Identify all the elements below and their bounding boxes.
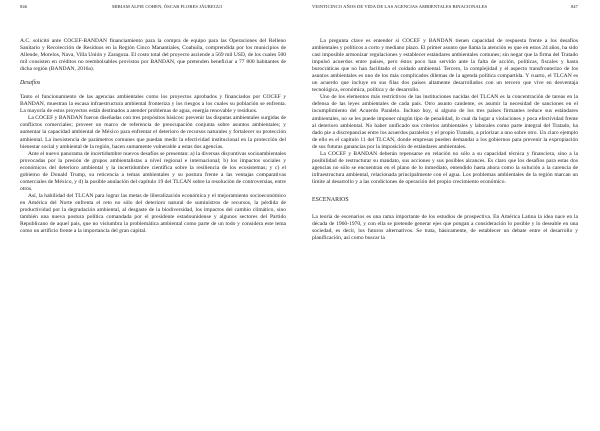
- paragraph: Uno de los elementos más restrictivos de las instituciones nacidas del TLCAN es la concentración de tareas en la defensa de las leyes ambientales de cada país. Otro asunto candente, es asumir la necesidad de sanciones en el incumplimiento del Acuerdo Paralelo. Incluso hoy, si alguno de los tres países firmantes reduce sus estándares ambientales, no se les puede imponer ningún tipo de penalidad, lo cual da lugar a violaciones y poca efectividad frente al deterioro ambiental. No haber unificado sus criterios ambientales y laborales como parte integral del Tratado, ha dado pie a discrepancias entre los acuerdos paralelos y el propio Tratado, a priorizar a uno sobre otro. Un claro ejemplo de ello es el capítulo 11 del TLCAN, donde empresas pueden demandar a los gobiernos para prevenir la expropiación de sus futuras ganancias por la imposición de estándares ambientales.: [312, 94, 578, 150]
- paragraph: La COCEF y BANDAN fueron diseñadas con tres propósitos básicos: prevenir las disputas ambientales surgidas de conflictos comerciales; proveer un marco de referencia de preocupación conjunta sobre asuntos ambientales; y aumentar la capacidad ambiental de México para enfrentar el deterioro de recursos naturales y fortalecer su protección ambiental. La inexistencia de parámetros comunes que puedan medir la efectividad institucional en la protección del bienestar social y ambiental de la región, hacen sumamente vulnerable a estas dos agencias.: [20, 115, 286, 150]
- paragraph: La pregunta clave es entender si COCEF y BANDAN tienen capacidad de respuesta frente a los desafíos ambientales y políticos a corto y mediano plazo. El primer asunto que llama la atención es que en estos 24 años, ha sido casi imposible armonizar regulaciones y establecer estándares ambientales comunes; sin negar que la firma del Tratado impulsó acuerdos entre países, pero éstos poco han servido ante la falta de acción, políticas, fiscales y hasta burocráticas que no han facilitado el cuidado ambiental. Tercero, la complejidad y el aspecto transfronterizo de los asuntos ambientales es uno de los más complicados dilemas de la agenda política compartida. Y cuarto, el TLCAN es un acuerdo que incluye en sus filas dos países altamente desarrollados con un tercero que vive en desventaja tecnológica, económica, política y de desarrollo.: [312, 38, 578, 94]
- section-heading-escenarios: ESCENARIOS: [312, 196, 349, 203]
- right-page: [312, 0, 578, 431]
- paragraph: Ante el nuevo panorama de incertidumbre nuevos desafíos se presentan: a) la diversas disyuntivas socioambientales provocadas por la presión de grupos ambientalistas a nivel regional e internacional; b) los impactos sociales y económicos del deterioro ambiental y la incertidumbre científica sobre la resiliencia de los ecosistemas; y c) el gobierno de Donald Trump, su reticencia a temas ambientales y su postura frente a las ventajas comparativas comerciales de México, y d) la posible anulación del capítulo 19 del TLCAN sobre la resolución de controversias, entre otros.: [20, 150, 286, 192]
- right-page-body: [312, 38, 578, 242]
- running-head-title-right: VEINTICINCO AÑOS DE VIDA DE LAS AGENCIAS AMBIENTALES BINACIONALES: [312, 4, 488, 9]
- paragraph: La teoría de escenarios es una rama importante de los estudios de prospectiva. En América Latina la idea nace en la década de 1960-1970, y con ella se pretende generar ejes que pongan a consideración lo posible y lo deseable en una sociedad, es decir, los futuros alternativos. Se trata, básicamente, de establecer un debate entre el desarrollo y planificación, así como buscar la: [312, 213, 578, 242]
- paragraph: A.C. solicitó ante COCEF-BANDAN financiamiento para la compra de equipo para las Operaciones del Relleno Sanitario y Recolección de Residuos en la Región Cinco Manantiales, Coahuila, comprendida por los municipios de Allende, Morelos, Nava, Villa Unión y Zaragoza. El costo total del proyecto asciende a 569 mil USD, de los cuales 500 mil consisten en créditos no reembolsables provistos por BANDAN, que pretenden beneficiar a 77 800 habitantes de dicha región (BANDAN, 2016a).: [20, 38, 286, 73]
- running-head-right: [312, 4, 578, 12]
- paragraph: Tanto el funcionamiento de las agencias ambientales como los proyectos aprobados y financiados por COCEF y BANDAN, muestran la escasa infraestructura ambiental fronteriza y los riesgos a los cuales su población se enfrenta. La mayoría de estos proyectos están destinados a atender problemas de agua, energía renovable y residuos.: [20, 94, 286, 115]
- left-page: [20, 0, 286, 431]
- left-page-body: [20, 38, 286, 235]
- paragraph: Así, la habilidad del TLCAN para lograr las metas de liberalización económica y el mejoramiento socioeconómico en América del Norte enfrenta el reto no sólo del deterioro natural de suministros de recursos, la pérdida de productividad por la degradación ambiental, al desgaste de la biodiversidad, los impactos del cambio climático, sino también una nueva postura política comandada por el presidente estadounidense y algunos sectores del Partido Republicano de aquel país, que no vislumbra la problemática ambiental como parte de un todo y considera este tema como un artificio frente a la importancia del gran capital.: [20, 192, 286, 235]
- section-heading-desafios: Desafíos: [20, 80, 41, 87]
- running-head-title-left: MIRIAM ALFIE COHEN, ÓSCAR FLORES JÁUREGUI: [112, 4, 223, 9]
- page-number-right: 847: [570, 4, 578, 9]
- page-number-left: 846: [20, 4, 28, 9]
- paragraph: La COCEF y BANDAN deberán repensarse en relación no sólo a su capacidad técnica y financiera, sino a la posibilidad de restructurar su mandato, sus acciones y sus posibles alcances. Es claro que los desafíos para estas dos agencias no sólo se encuentran en el plano de lo inmediato, entendido hasta ahora como la solución a la carencia de infraestructura ambiental, relacionada principalmente con el agua. Los problemas ambientales de la región marcan un límite al desarrollo y a las condiciones de operación del propio crecimiento económico.: [312, 150, 578, 185]
- running-head-left: [20, 4, 286, 12]
